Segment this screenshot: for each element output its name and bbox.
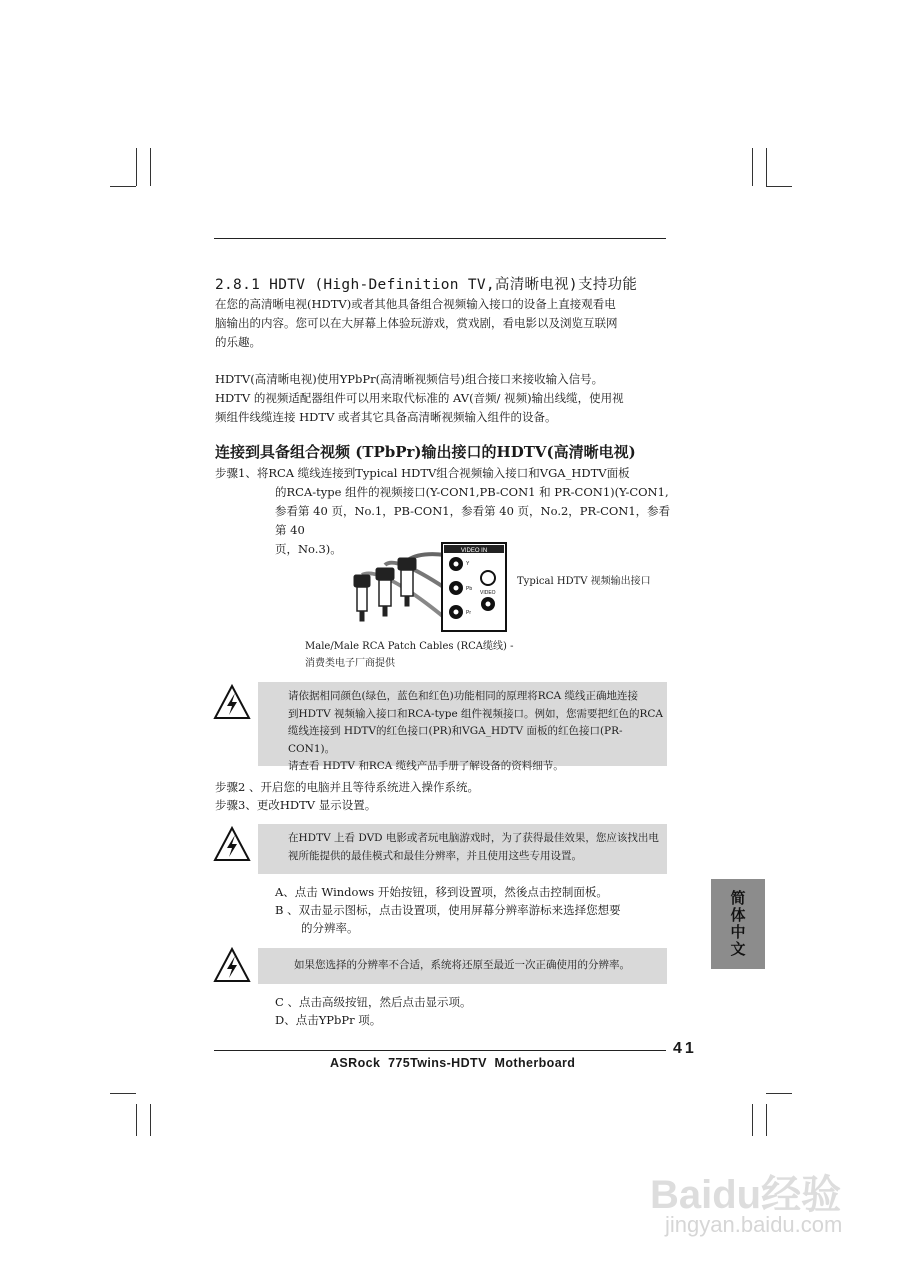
- note-best-resolution: 在HDTV 上看 DVD 电影或者玩电脑游戏时，为了获得最佳效果，您应该找出电 视所能提供的最佳模式和最佳分辨率，并且使用这些专用设置。: [258, 824, 667, 874]
- top-rule: [214, 238, 666, 239]
- crop-mark: [752, 1104, 753, 1136]
- warning-icon: [213, 826, 251, 862]
- section-title: 2.8.1 HDTV (High-Definition TV,高清晰电视)支持功能: [215, 277, 638, 293]
- jack-label-pr: Pr: [466, 610, 471, 616]
- crop-mark: [150, 148, 151, 186]
- step-b-cont: 的分辨率。: [301, 921, 359, 935]
- jack-label-pb: Pb: [466, 586, 473, 592]
- crop-mark: [766, 1093, 792, 1094]
- crop-mark: [136, 148, 137, 186]
- crop-mark: [136, 1104, 137, 1136]
- step-b: B 、双击显示图标，点击设置项，使用屏幕分辨率游标来选择您想要: [275, 903, 621, 917]
- step-2: 步骤2 、开启您的电脑并且等待系统进入操作系统。: [215, 780, 479, 794]
- warning-icon: [213, 684, 251, 720]
- language-tab: 简体中文: [711, 879, 765, 969]
- step-3: 步骤3、更改HDTV 显示设置。: [215, 798, 377, 812]
- watermark-logo: Baidu经验: [650, 1173, 842, 1217]
- footer-text: ASRock 775Twins-HDTV Motherboard: [330, 1056, 576, 1070]
- figure-caption-bottom: Male/Male RCA Patch Cables (RCA缆线) - 消费类电子厂商提供: [305, 641, 514, 669]
- subsection-title: 连接到具备组合视频 (TPbPr)输出接口的HDTV(高清晰电视): [215, 443, 636, 461]
- step-1: 步骤1、将RCA 缆线连接到Typical HDTV组合视频输入接口和VGA_HDTV面板: [215, 466, 630, 480]
- rca-connection-diagram: [340, 540, 515, 635]
- crop-mark: [150, 1104, 151, 1136]
- figure-caption-right: Typical HDTV 视频输出接口: [517, 576, 651, 587]
- crop-mark: [766, 186, 792, 187]
- jack-label-video: VIDEO: [480, 590, 496, 596]
- page-number: 41: [673, 1040, 697, 1057]
- hdtv-paragraph: HDTV(高清晰电视)使用YPbPr(高清晰视频信号)组合接口来接收输入信号。 HDTV 的视频适配器组件可以用来取代标准的 AV(音频/ 视频)输出线缆，使用视 频组件线缆连接 HDTV 或者其它具备高清晰视频输入组件的设备。: [215, 372, 624, 424]
- step-a: A、点击 Windows 开始按钮，移到设置项，然後点击控制面板。: [275, 885, 608, 899]
- note-cable-colors: 请依据相同颜色(绿色，蓝色和红色)功能相同的原理将RCA 缆线正确地连接 到HDTV 视频输入接口和RCA-type 组件视频接口。例如，您需要把红色的RCA 缆线连接到 HDTV的红色接口(PR)和VGA_HDTV 面板的红色接口(PR-CON1)。 请查看 HDTV 和RCA 缆线产品手册了解设备的资料细节。: [258, 682, 667, 766]
- note-resolution-revert: 如果您选择的分辨率不合适，系统将还原至最近一次正确使用的分辨率。: [258, 948, 667, 984]
- step-d: D、点击YPbPr 项。: [275, 1013, 382, 1027]
- bottom-rule: [214, 1050, 666, 1051]
- intro-paragraph: 在您的高清晰电视(HDTV)或者其他具备组合视频输入接口的设备上直接观看电 脑输出的内容。您可以在大屏幕上体验玩游戏，赏戏剧，看电影以及浏览互联网 的乐趣。: [215, 297, 618, 349]
- warning-icon: [213, 947, 251, 983]
- crop-mark: [110, 1093, 136, 1094]
- watermark-url: jingyan.baidu.com: [665, 1212, 843, 1237]
- jack-label-y: Y: [466, 561, 470, 567]
- step-1-detail: 的RCA-type 组件的视频接口(Y-CON1,PB-CON1 和 PR-CON1)(Y-CON1, 参看第 40 页，No.1，PB-CON1，参看第 40 页，No.2，PR-CON1，参看第 40 页，No.3)。: [275, 485, 671, 556]
- crop-mark: [110, 186, 136, 187]
- crop-mark: [766, 148, 767, 186]
- step-c: C 、点击高级按钮，然后点击显示项。: [275, 995, 472, 1009]
- crop-mark: [766, 1104, 767, 1136]
- crop-mark: [752, 148, 753, 186]
- panel-label: VIDEO IN: [460, 548, 488, 554]
